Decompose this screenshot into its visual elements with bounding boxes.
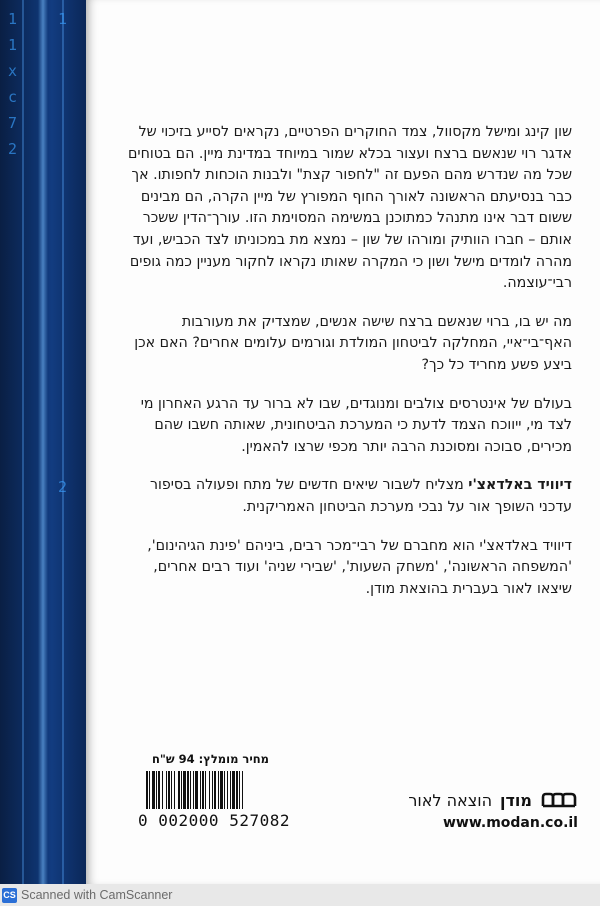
blurb-paragraph xyxy=(124,475,572,518)
barcode-bar xyxy=(243,771,244,809)
barcode-number: 0 002000 527082 xyxy=(138,811,290,830)
back-cover-blurb xyxy=(124,122,572,617)
barcode xyxy=(146,771,342,809)
recommended-price: מחיר מומלץ: 94 ש"ח xyxy=(152,752,269,766)
blurb-text: מצליח לשבור שיאים חדשים של מתח ופעולה בסיפור עדכני השופך אור על נבכי מערכת הביטחון האמריקנית. xyxy=(150,477,572,515)
scanner-footer-text: Scanned with CamScanner xyxy=(21,888,173,902)
blurb-paragraph: בעולם של אינטרסים צולבים ומנוגדים, שבו לא ברור עד הרגע האחרון מי לצד מי, ייווכח הצמד לדעת כי המערכת הביטחונית, שאותה חשבו שהם מכירים, סבוכה ומסוכנת הרבה יותר מכפי שרצו להאמין. xyxy=(140,395,572,455)
publisher-name-rest: הוצאה לאור xyxy=(408,790,493,810)
author-name: דיוויד באלדאצ'י xyxy=(468,477,572,494)
blurb-paragraph: דיוויד באלדאצ'י הוא מחברם של רבי־מכר רבים, ביניהם 'פינת הגיהינום', 'המשפחה הראשונה', 'משחק השעות', 'שבירי שניה' ועוד רבים אחרים, שיצאו לאור בעברית בהוצאת מודן. xyxy=(147,537,572,597)
back-cover xyxy=(86,0,600,884)
publisher-url: www.modan.co.il xyxy=(442,815,578,831)
blurb-paragraph: מה יש בו, ברוי שנאשם ברצח שישה אנשים, שמצדיק את מעורבות האף־בי־איי, המחלקה לביטחון המולדת וגורמים עלומים אחרים? האם אכן ביצע פשע מחריד כל כך? xyxy=(134,313,572,373)
spine-glyphs-right: 1 2 xyxy=(58,10,68,496)
publisher-name-bold: מודן xyxy=(500,790,532,810)
publisher-block xyxy=(408,789,578,811)
book-spine xyxy=(0,0,86,884)
blurb-paragraph: שון קינג ומישל מקסוול, צמד החוקרים הפרטיים, נקראים לסייע בזיכוי של אדגר רוי שנאשם ברצח ועצור בכלא שמור במיוחד במדינת מיין. הם בטוחים שכל מה שנדרש מהם הפעם זה "לחפור קצת" ולבנות הוכחות לחפותו. אך כבר בנסיעתם הראשונה לאורך החוף המפורץ של מיין הקרה, הם מבינים ששום דבר אינו מתנהל כמתוכנן במשימה המסוימת הזו. עורך־הדין ששכר אותם – חברו הוותיק ומורהו של שון – נמצא מת במכוניתו לצד הכביש, ועד מהרה לומדים מישל ושון כי המקרה שאותו נקראו לחקור מעניין כמה גופים רבי־עוצמה. xyxy=(128,124,572,292)
spine-glyphs-left: 1 1 x c 7 2 xyxy=(8,10,18,158)
publisher-name xyxy=(408,791,492,810)
scanner-footer xyxy=(0,884,600,906)
spine-glow xyxy=(38,0,48,884)
modan-logo-icon xyxy=(540,791,578,809)
spine-stripe xyxy=(22,0,24,884)
camscanner-icon: CS xyxy=(2,888,17,903)
